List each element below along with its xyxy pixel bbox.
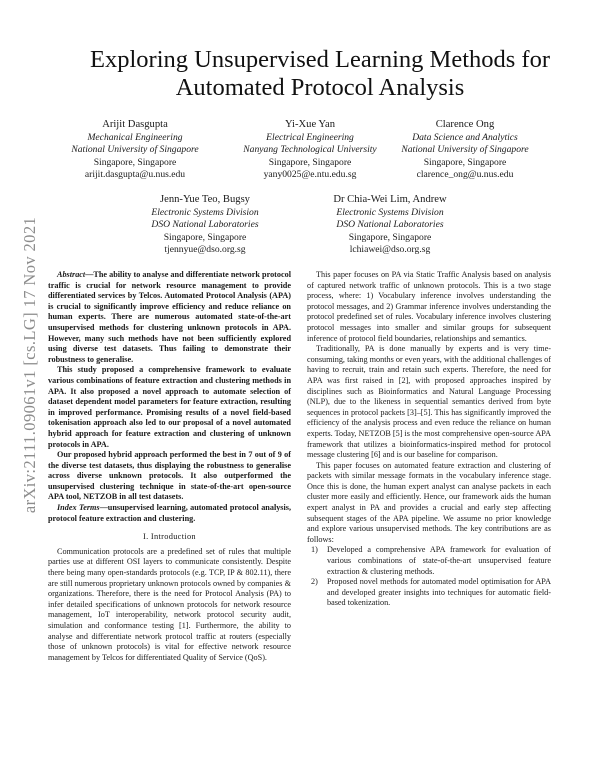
index-terms: Index Terms—unsupervised learning, automated protocol analysis, protocol feature extraction and clustering.: [48, 503, 292, 523]
author-department: Data Science and Analytics: [412, 132, 518, 143]
author-organization: DSO National Laboratories: [151, 219, 259, 231]
author-location: Singapore, Singapore: [268, 156, 352, 168]
author-department: Electronic Systems Division: [151, 207, 259, 218]
author-department: Electrical Engineering: [266, 132, 354, 143]
author-organization: National University of Singapore: [401, 144, 529, 156]
author-location: Singapore, Singapore: [423, 156, 507, 168]
paper-title: [60, 46, 580, 102]
author-name: Dr Chia-Wei Lim, Andrew: [333, 194, 447, 205]
abstract-paragraph-1: Abstract—The ability to analyse and differentiate network protocol traffic is crucial for network resource management to provide differentiated services by Telcos. Automated Protocol Analysis (APA) is crucial to significantly improve efficiency and reduce reliance on human experts. There are numerous automated state-of-the-art unsupervised methods for clustering unknown protocols in APA. However, many such methods have not been sufficiently explored using diverse test datasets. Thus failing to demonstrate their robustness to generalise.: [48, 270, 291, 364]
author-organization: National University of Singapore: [71, 144, 199, 156]
title-line-1: Exploring Unsupervised Learning Methods for: [90, 46, 550, 73]
index-terms-label: Index Terms: [57, 503, 100, 513]
abstract-label: Abstract: [57, 270, 86, 279]
left-column: [48, 270, 291, 663]
author-block-3: [370, 118, 560, 182]
author-location: Singapore, Singapore: [348, 231, 432, 243]
arxiv-identifier: arXiv:2111.09061v1 [cs.LG] 17 Nov 2021: [20, 216, 39, 514]
abstract-paragraph-2: This study proposed a comprehensive framework to evaluate various combinations of feature extraction and clustering methods in APA. It also proposed a novel approach to automate selection of dataset dependent model parameters for feature extraction, resulting in improved performance. Promising results of a novel field-based tokenisation approach also led to our proposal of a novel automated hybrid approach for feature extraction and clustering of unknown protocols in APA.: [48, 365, 291, 449]
author-name: Clarence Ong: [435, 119, 495, 130]
author-organization: DSO National Laboratories: [336, 219, 444, 231]
body-paragraph: Traditionally, PA is done manually by experts and is very time-consuming, taking months or even years, with the additional challenges of having to recruit, train and retain such experts. Therefore, the need for APA was first raised in [2], with proposed approaches inspired by disciplines such as Bioinformatics and Natural Language Processing (NLP), due to the likeness in sequential semantics derived from byte sequences in protocol packets [3]–[5]. This has significantly improved the efficiency of the analysis process and even reduce the reliance on human experts. Today, NETZOB [5] is the most comprehensive open-source APA framework that utilizes a bioinformatics-inspired method for protocol message clustering [6] and is our baseline for comparison.: [307, 344, 551, 460]
list-item: 1) Developed a comprehensive APA framework for evaluation of various combinations of state-of-the-art unsupervised feature extraction & clustering methods.: [311, 545, 551, 576]
right-column: [307, 270, 551, 609]
body-paragraph: Communication protocols are a predefined set of rules that multiple parties use at different OSI layers to communicate consistently. Despite there being many open-standards protocols (e.g. TCP, IP & 802.11), there are still numerous proprietary unknown protocols owned by companies & organizations. Therefore, there is the need for Protocol Analysis (PA) to infer detailed specifications of unknown protocols for network resource management, IoT interoperability, network protocol security audit, simulation and conformance testing [1]. Furthermore, the ability to analyse and differentiate network protocol traffic at routers (especially those of unknown protocols) is vital for effective network resource management by Telcos for differentiated Quality of Service (QoS).: [48, 546, 291, 662]
author-name: Jenn-Yue Teo, Bugsy: [160, 194, 250, 205]
section-heading-introduction: I. Introduction: [143, 532, 196, 542]
author-email: tjennyue@dso.org.sg: [164, 244, 246, 256]
body-paragraph: This paper focuses on PA via Static Traffic Analysis based on analysis of captured network traffic of unknown protocols. This is a two stage process, where: 1) Vocabulary inference involves understanding the protocol messages, and 2) Grammar inference involves understanding the protocol predefined set of rules. Vocabulary inference involves clustering protocol messages into smaller and similar groups for subsequent inference of protocol field boundaries, relationships and semantics.: [307, 270, 551, 343]
list-item: 2) Proposed novel methods for automated model optimisation for APA and developed greater insights into techniques for automatic field-based tokenization.: [311, 577, 551, 608]
author-block-1: [40, 118, 230, 182]
author-organization: Nanyang Technological University: [243, 144, 377, 156]
contributions-list: [307, 545, 551, 609]
abstract: [48, 270, 291, 524]
author-email: yany0025@e.ntu.edu.sg: [263, 169, 357, 181]
author-email: arijit.dasgupta@u.nus.edu: [84, 169, 186, 181]
author-email: clarence_ong@u.nus.edu: [416, 169, 514, 181]
abstract-paragraph-3: Our proposed hybrid approach performed the best in 7 out of 9 of the diverse test datasets, thus displaying the robustness to generalise across diverse unknown protocols. It also outperformed the unsupervised clustering technique in state-of-the-art open-source APA tool, NETZOB in all test datasets.: [48, 450, 291, 502]
author-location: Singapore, Singapore: [93, 156, 177, 168]
title-line-2: Automated Protocol Analysis: [175, 74, 465, 101]
author-email: lchiawei@dso.org.sg: [349, 244, 431, 256]
author-name: Arijit Dasgupta: [102, 119, 168, 130]
author-department: Electronic Systems Division: [336, 207, 444, 218]
author-block-4: [110, 193, 300, 257]
author-name: Yi-Xue Yan: [284, 119, 336, 130]
author-location: Singapore, Singapore: [163, 231, 247, 243]
author-block-5: [295, 193, 485, 257]
body-paragraph: This paper focuses on automated feature extraction and clustering of packets with similar message formats in the vocabulary inference stage. Once this is done, the human expert analyst can analyse packets in each cluster more easily and efficiently. Hence, our framework aids the human expert analyst in PA and provides a crucial and early step affecting subsequent stages of the APA pipeline. We assume no prior knowledge and explore various unsupervised methods. The key contributions are as follows:: [307, 460, 551, 544]
author-department: Mechanical Engineering: [87, 132, 183, 143]
